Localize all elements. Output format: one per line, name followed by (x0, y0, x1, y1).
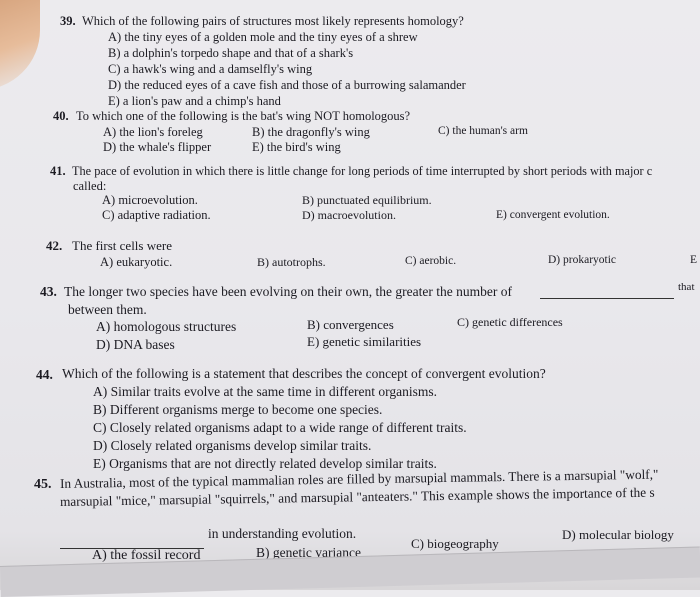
option-e: E) genetic similarities (307, 334, 422, 349)
option-a: A) the fossil record (92, 548, 201, 563)
question-text: Which of the following is a statement that describes the concept of convergent evolution? (62, 366, 546, 381)
question-text: The longer two species have been evolving on their own, the greater the number of (64, 284, 512, 299)
question-number: 40. (53, 109, 69, 123)
option-c: C) a hawk's wing and a damselfly's wing (108, 62, 313, 76)
question-number: 41. (50, 164, 66, 178)
option-b: B) a dolphin's torpedo shape and that of a shark's (108, 46, 354, 60)
question-text: The pace of evolution in which there is little change for long periods of time interrupted by short periods with major c (72, 164, 653, 178)
question-text-cont: between them. (68, 302, 147, 317)
option-d: D) molecular biology (562, 527, 674, 542)
question-text-after: that (678, 281, 695, 293)
option-a: A) the tiny eyes of a golden mole and the tiny eyes of a shrew (108, 30, 418, 44)
question-text: The first cells were (72, 238, 172, 253)
option-e: E) convergent evolution. (496, 209, 610, 221)
question-text: Which of the following pairs of structures most likely represents homology? (82, 14, 464, 28)
option-b: B) genetic variance (256, 545, 361, 560)
option-e: E (690, 254, 698, 266)
option-e: E) a lion's paw and a chimp's hand (108, 94, 281, 108)
option-d: D) the whale's flipper (103, 140, 212, 154)
option-d: D) macroevolution. (302, 208, 396, 222)
option-b: B) convergences (307, 317, 394, 332)
option-a: A) the lion's foreleg (103, 125, 203, 139)
question-text-cont: marsupial "mice," marsupial "squirrels," and marsupial "anteaters." This example shows the importance of the s (59, 484, 655, 509)
question-text-cont2: in understanding evolution. (208, 526, 357, 541)
question-number: 42. (46, 238, 63, 253)
question-number: 39. (60, 14, 76, 28)
finger (0, 0, 40, 90)
question-number: 45. (34, 477, 52, 492)
option-d: D) the reduced eyes of a cave fish and those of a burrowing salamander (108, 78, 466, 92)
option-c: C) biogeography (411, 536, 499, 551)
option-b: B) autotrophs. (257, 255, 326, 269)
option-e: E) Organisms that are not directly related develop similar traits. (93, 456, 437, 471)
question-number: 44. (36, 367, 53, 382)
option-d: D) Closely related organisms develop similar traits. (93, 438, 372, 453)
option-a: A) homologous structures (96, 319, 237, 334)
answer-blank (540, 298, 674, 299)
option-d: D) prokaryotic (548, 254, 617, 266)
option-b: B) punctuated equilibrium. (302, 193, 432, 207)
option-c: C) aerobic. (405, 255, 457, 267)
option-a: A) Similar traits evolve at the same time in different organisms. (93, 384, 438, 399)
option-a: A) microevolution. (102, 193, 198, 207)
question-text-cont: called: (73, 179, 107, 193)
option-c: C) the human's arm (438, 125, 528, 137)
option-c: C) adaptive radiation. (102, 208, 211, 222)
question-text: In Australia, most of the typical mammalian roles are filled by marsupial mammals. There is a marsupial "wolf," (59, 466, 659, 491)
option-c: C) genetic differences (457, 315, 563, 329)
option-b: B) Different organisms merge to become one species. (93, 402, 383, 417)
option-c: C) Closely related organisms adapt to a wide range of different traits. (93, 420, 467, 435)
question-text: To which one of the following is the bat's wing NOT homologous? (76, 109, 411, 123)
option-a: A) eukaryotic. (100, 255, 173, 269)
option-e: E) the bird's wing (252, 140, 341, 154)
option-b: B) the dragonfly's wing (252, 125, 370, 139)
question-number: 43. (40, 284, 57, 299)
option-d: D) DNA bases (96, 337, 175, 352)
